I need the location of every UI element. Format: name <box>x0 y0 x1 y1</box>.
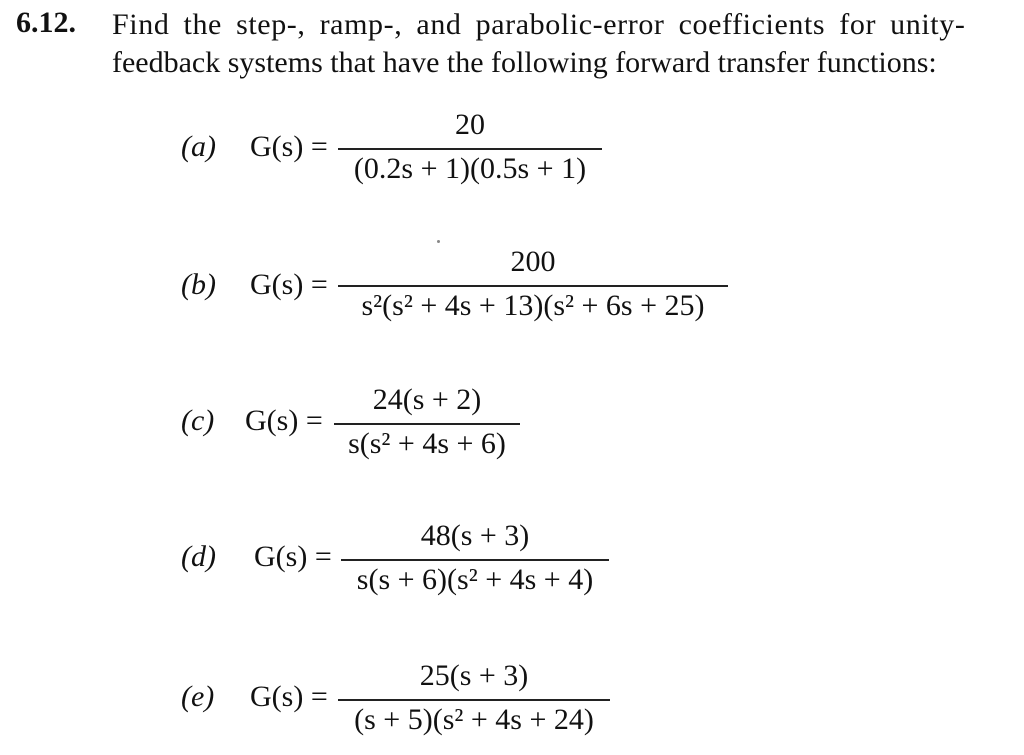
equation-a-fraction <box>338 108 602 188</box>
equation-c-fraction-bar <box>334 423 520 425</box>
equation-d-numerator: 48(s + 3) <box>420 519 530 552</box>
statement-line-1: Find the step-, ramp-, and parabolic-error coefficients for unity- <box>112 8 966 41</box>
equation-d-lhs: G(s) = <box>254 540 332 573</box>
equation-b-fraction <box>338 245 728 325</box>
stray-dot <box>437 240 440 243</box>
equation-b-label: (b) <box>181 268 216 301</box>
equation-b-denominator: s²(s² + 4s + 13)(s² + 6s + 25) <box>361 289 705 322</box>
statement-line-2: feedback systems that have the following forward transfer functions: <box>112 46 937 79</box>
equation-c-fraction <box>334 383 520 463</box>
equation-a-lhs: G(s) = <box>250 130 328 163</box>
equation-a-fraction-bar <box>338 148 602 150</box>
equation-e-label: (e) <box>181 680 215 713</box>
equation-c-numerator: 24(s + 2) <box>372 383 482 416</box>
equation-a-label: (a) <box>181 130 216 163</box>
equation-a-numerator: 20 <box>455 108 485 141</box>
equation-b-lhs: G(s) = <box>250 268 328 301</box>
equation-e-fraction <box>338 659 610 739</box>
problem-number: 6.12. <box>16 6 76 39</box>
equation-a-denominator: (0.2s + 1)(0.5s + 1) <box>353 152 587 185</box>
equation-d-fraction <box>341 519 609 599</box>
equation-b-numerator: 200 <box>510 245 556 278</box>
equation-c-lhs: G(s) = <box>245 404 323 437</box>
equation-d-fraction-bar <box>341 559 609 561</box>
equation-c-label: (c) <box>181 404 215 437</box>
equation-e-denominator: (s + 5)(s² + 4s + 24) <box>354 703 594 736</box>
equation-e-fraction-bar <box>338 699 610 701</box>
equation-d-denominator: s(s + 6)(s² + 4s + 4) <box>356 563 594 596</box>
equation-b-fraction-bar <box>338 285 728 287</box>
problem-statement <box>112 6 1012 82</box>
equation-c-denominator: s(s² + 4s + 6) <box>348 427 506 460</box>
equation-e-lhs: G(s) = <box>250 680 328 713</box>
equation-d-label: (d) <box>181 540 216 573</box>
equation-e-numerator: 25(s + 3) <box>419 659 529 692</box>
